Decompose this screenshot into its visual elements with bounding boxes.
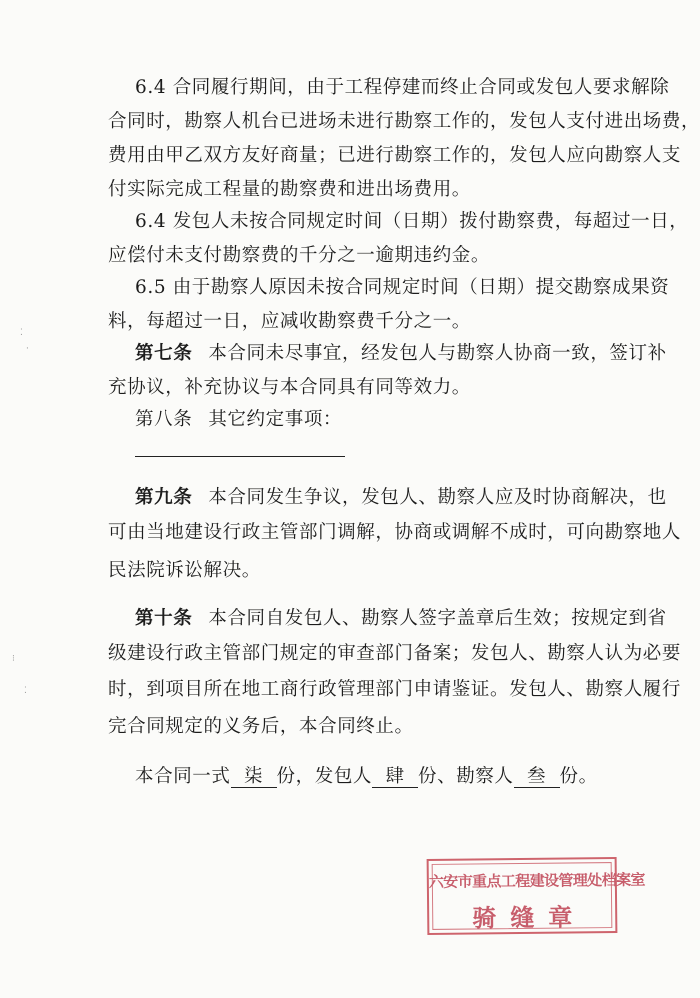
article-7-heading: 第七条	[135, 343, 193, 364]
para-6-4a-line-4: 付实际完成工程量的勘察费和进出场费用。	[108, 179, 471, 200]
article-10-line-4: 完合同规定的义务后，本合同终止。	[108, 716, 414, 737]
copies-total: 柒	[231, 767, 277, 788]
article-8-text: 其它约定事项：	[208, 409, 343, 430]
scan-speck: ·	[26, 344, 29, 354]
article-7-line-1	[135, 343, 667, 365]
copies-part3: 份、勘察人	[418, 766, 514, 787]
stamp-type-text: 骑缝章	[472, 902, 587, 933]
other-terms-blank-line	[135, 456, 345, 457]
archive-seam-stamp	[427, 857, 645, 935]
scan-speck: ⁝	[12, 654, 15, 664]
article-7-line-2: 充协议，补充协议与本合同具有同等效力。	[108, 377, 471, 398]
copies-prefix: 本合同一式	[135, 766, 231, 787]
copies-party-a: 肆	[372, 767, 418, 788]
para-6-4a-line-3: 费用由甲乙双方友好商量；已进行勘察工作的，发包人应向勘察人支	[108, 145, 682, 166]
article-10-heading: 第十条	[135, 608, 193, 629]
scan-speck: ⁚	[24, 686, 27, 696]
para-6-5-line-1: 6.5 由于勘察人原因未按合同规定时间（日期）提交勘察成果资	[135, 277, 670, 298]
article-10-text: 本合同自发包人、勘察人签字盖章后生效；按规定到省	[208, 608, 667, 629]
article-10-line-3: 时，到项目所在地工商行政管理部门申请鉴证。发包人、勘察人履行	[108, 679, 682, 700]
article-10-line-1	[135, 608, 667, 630]
article-8-heading: 第八条	[135, 409, 193, 430]
para-6-4a-line-2: 合同时，勘察人机台已进场未进行勘察工作的，发包人支付进出场费，	[108, 111, 700, 132]
copies-part2: 份，发包人	[276, 766, 373, 787]
para-6-4b-line-2: 应偿付未支付勘察费的千分之一逾期违约金。	[108, 245, 491, 266]
scan-speck: ⁚	[20, 328, 23, 338]
article-9-heading: 第九条	[135, 487, 193, 508]
article-9-line-2: 可由当地建设行政主管部门调解，协商或调解不成时，可向勘察地人	[108, 522, 682, 543]
copies-party-b: 叁	[514, 767, 560, 788]
stamp-organization-text: 六安市重点工程建设管理处档案室	[428, 870, 645, 891]
article-9-line-1	[135, 487, 667, 509]
para-6-5-line-2: 料，每超过一日，应减收勘察费千分之一。	[108, 311, 471, 332]
copies-suffix: 份。	[559, 766, 598, 787]
para-6-4b-line-1: 6.4 发包人未按合同规定时间（日期）拨付勘察费，每超过一日，	[135, 211, 689, 232]
article-8-line	[135, 409, 342, 431]
article-9-text: 本合同发生争议，发包人、勘察人应及时协商解决，也	[208, 487, 667, 508]
copies-line	[135, 766, 598, 788]
para-6-4a-line-1: 6.4 合同履行期间，由于工程停建而终止合同或发包人要求解除	[135, 77, 670, 98]
article-10-line-2: 级建设行政主管部门规定的审查部门备案；发包人、勘察人认为必要	[108, 643, 682, 664]
article-7-text: 本合同未尽事宜，经发包人与勘察人协商一致，签订补	[208, 343, 667, 364]
article-9-line-3: 民法院诉讼解决。	[108, 560, 261, 581]
